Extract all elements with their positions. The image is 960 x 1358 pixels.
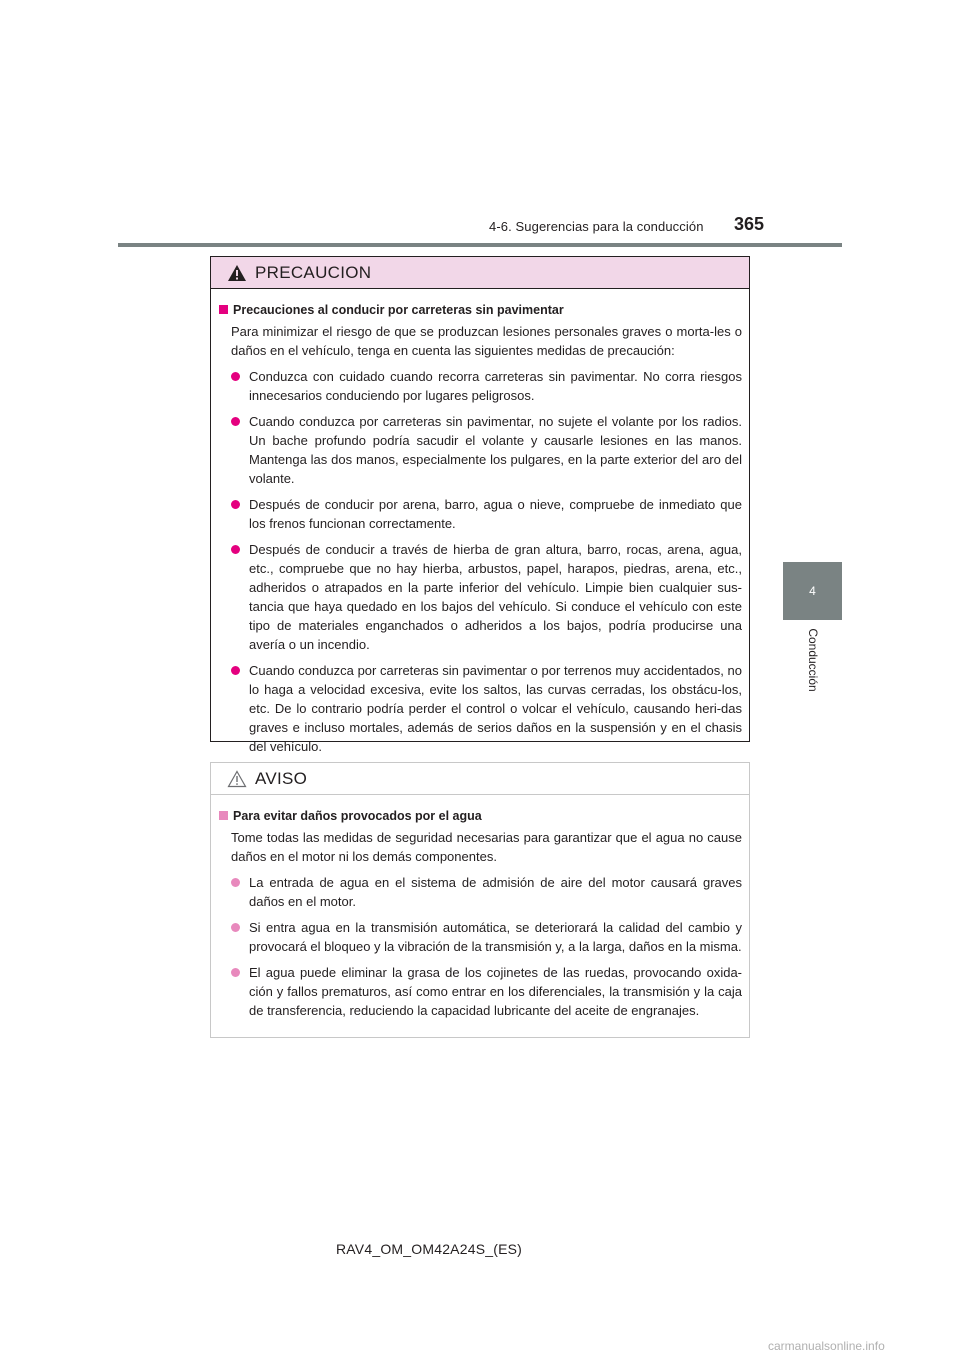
circle-bullet-icon [231, 878, 240, 887]
header-section-title: 4-6. Sugerencias para la conducción [489, 219, 704, 234]
chapter-label: Conducción [806, 628, 820, 692]
aviso-item [219, 963, 742, 1020]
circle-bullet-icon [231, 666, 240, 675]
aviso-item-text: La entrada de agua en el sistema de admisión de aire del motor causará graves daños en el motor. [249, 875, 742, 909]
precaucion-item-text: Después de conducir por arena, barro, agua o nieve, compruebe de inmediato que los frenos funcionan correctamente. [249, 497, 742, 531]
aviso-box [210, 762, 750, 1038]
aviso-item [219, 873, 742, 911]
aviso-header [211, 763, 749, 795]
aviso-body [211, 795, 749, 1020]
precaucion-subheading [219, 301, 742, 319]
precaucion-body [211, 289, 749, 756]
precaucion-subheading-text: Precauciones al conducir por carreteras sin pavimentar [233, 303, 564, 317]
precaucion-box [210, 256, 750, 754]
precaucion-item-text: Conduzca con cuidado cuando recorra carreteras sin pavimentar. No corra riesgos innecesarios conduciendo por lugares peligrosos. [249, 369, 742, 403]
circle-bullet-icon [231, 500, 240, 509]
precaucion-item [219, 412, 742, 488]
precaucion-item [219, 367, 742, 405]
square-bullet-icon [219, 811, 228, 820]
chapter-number: 4 [809, 584, 816, 598]
chapter-tab[interactable] [783, 562, 842, 620]
circle-bullet-icon [231, 417, 240, 426]
circle-bullet-icon [231, 968, 240, 977]
warning-icon [227, 264, 247, 282]
aviso-title: AVISO [255, 768, 308, 788]
watermark[interactable]: carmanualsonline.info [768, 1339, 885, 1353]
aviso-subheading-text: Para evitar daños provocados por el agua [233, 809, 482, 823]
precaucion-item [219, 495, 742, 533]
aviso-subheading [219, 807, 742, 825]
precaucion-header [211, 257, 749, 289]
aviso-item [219, 918, 742, 956]
aviso-item-text: El agua puede eliminar la grasa de los cojinetes de las ruedas, provocando oxida-ción y fallos prematuros, así como entrar en los diferenciales, la transmisión y la caja de transferencia, reduciendo la capacidad lubricante del aceite de engranajes. [249, 965, 742, 1018]
precaucion-item-text: Cuando conduzca por carreteras sin pavimentar o por terrenos muy accidentados, no lo haga a velocidad excesiva, evite los saltos, las curvas cerradas, los obstácu-los, etc. De lo contrario podría perder el control o volcar el vehículo, causando heri-das graves e incluso mortales, además de serios daños en la suspensión y en el chasis del vehículo. [249, 663, 742, 754]
circle-bullet-icon [231, 372, 240, 381]
circle-bullet-icon [231, 545, 240, 554]
precaucion-title: PRECAUCION [255, 262, 372, 282]
precaucion-item [219, 540, 742, 654]
aviso-item-text: Si entra agua en la transmisión automática, se deteriorará la calidad del cambio y provocará el bloqueo y la vibración de la transmisión y, a la larga, daños en la misma. [249, 920, 742, 954]
manual-code: RAV4_OM_OM42A24S_(ES) [336, 1241, 523, 1257]
circle-bullet-icon [231, 923, 240, 932]
precaucion-intro: Para minimizar el riesgo de que se produzcan lesiones personales graves o morta-les o daños en el vehículo, tenga en cuenta las siguientes medidas de precaución: [231, 324, 742, 358]
precaucion-item [219, 661, 742, 756]
page-number: 365 [734, 214, 765, 234]
precaucion-item-text: Cuando conduzca por carreteras sin pavimentar, no sujete el volante por los radios. Un bache profundo podría sacudir el volante y causarle lesiones en las manos. Mantenga las dos manos, especialmente los pulgares, en la parte exterior del aro del volante. [249, 414, 742, 486]
aviso-intro: Tome todas las medidas de seguridad necesarias para garantizar que el agua no cause daños en el motor ni los demás componentes. [231, 830, 742, 864]
square-bullet-icon [219, 305, 228, 314]
caution-icon [227, 770, 247, 788]
precaucion-item-text: Después de conducir a través de hierba de gran altura, barro, rocas, arena, agua, etc., compruebe que no hay hierba, arbustos, papel, harapos, piedras, arena, etc., adheridos o atrapados en la parte inferior del vehículo. Limpie bien cualquier sus-tancia que haya quedado en los bajos del vehículo. Si conduce el vehículo con este tipo de materiales enganchados o adheridos a los bajos, podría producirse una avería o un incendio. [249, 542, 742, 652]
header-rule [118, 243, 842, 247]
